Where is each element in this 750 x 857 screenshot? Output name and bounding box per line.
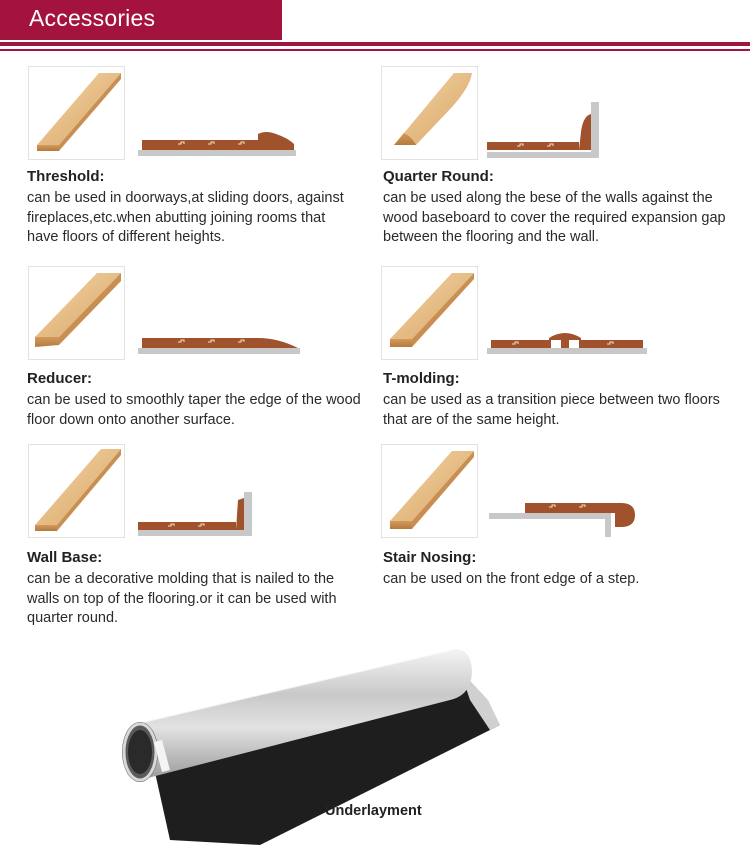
threshold-description: can be used in doorways,at sliding doors, against fireplaces,etc.when abutting joining rooms that have floors of different heights. [27,190,344,245]
quarter-round-description: can be used along the bese of the walls against the wood baseboard to cover the required expansion gap between the flooring and the wall. [383,190,726,245]
stair-nosing-photo [381,444,478,538]
header-rule-thick [0,42,750,46]
quarter-round-title: Quarter Round: [383,168,494,185]
wall-base-photo [28,444,125,538]
quarter-round-profile-diagram [487,102,603,160]
wall-base-description: can be a decorative molding that is nailed to the walls on top of the flooring.or it can be used with quarter round. [27,571,337,626]
underlayment-label: Underlayment [325,803,422,819]
section-title: Accessories [29,5,156,31]
underlayment-roll-photo [110,630,510,850]
threshold-profile-diagram [138,130,298,160]
t-molding-photo [381,266,478,360]
t-molding-description: can be used as a transition piece between two floors that are of the same height. [383,392,720,428]
wall-base-title: Wall Base: [27,549,103,566]
reducer-photo [28,266,125,360]
stair-nosing-description: can be used on the front edge of a step. [383,571,640,587]
reducer-profile-diagram [138,330,302,358]
stair-nosing-profile-diagram [489,495,637,537]
wall-base-profile-diagram [138,492,256,538]
stair-nosing-title: Stair Nosing: [383,549,477,566]
quarter-round-photo [381,66,478,160]
reducer-title: Reducer: [27,370,93,387]
reducer-description: can be used to smoothly taper the edge of the wood floor down onto another surface. [27,392,361,428]
header-rule-thin [0,49,750,51]
t-molding-title: T-molding: [383,370,460,387]
threshold-title: Threshold: [27,168,105,185]
t-molding-profile-diagram [487,328,649,358]
threshold-photo [28,66,125,160]
